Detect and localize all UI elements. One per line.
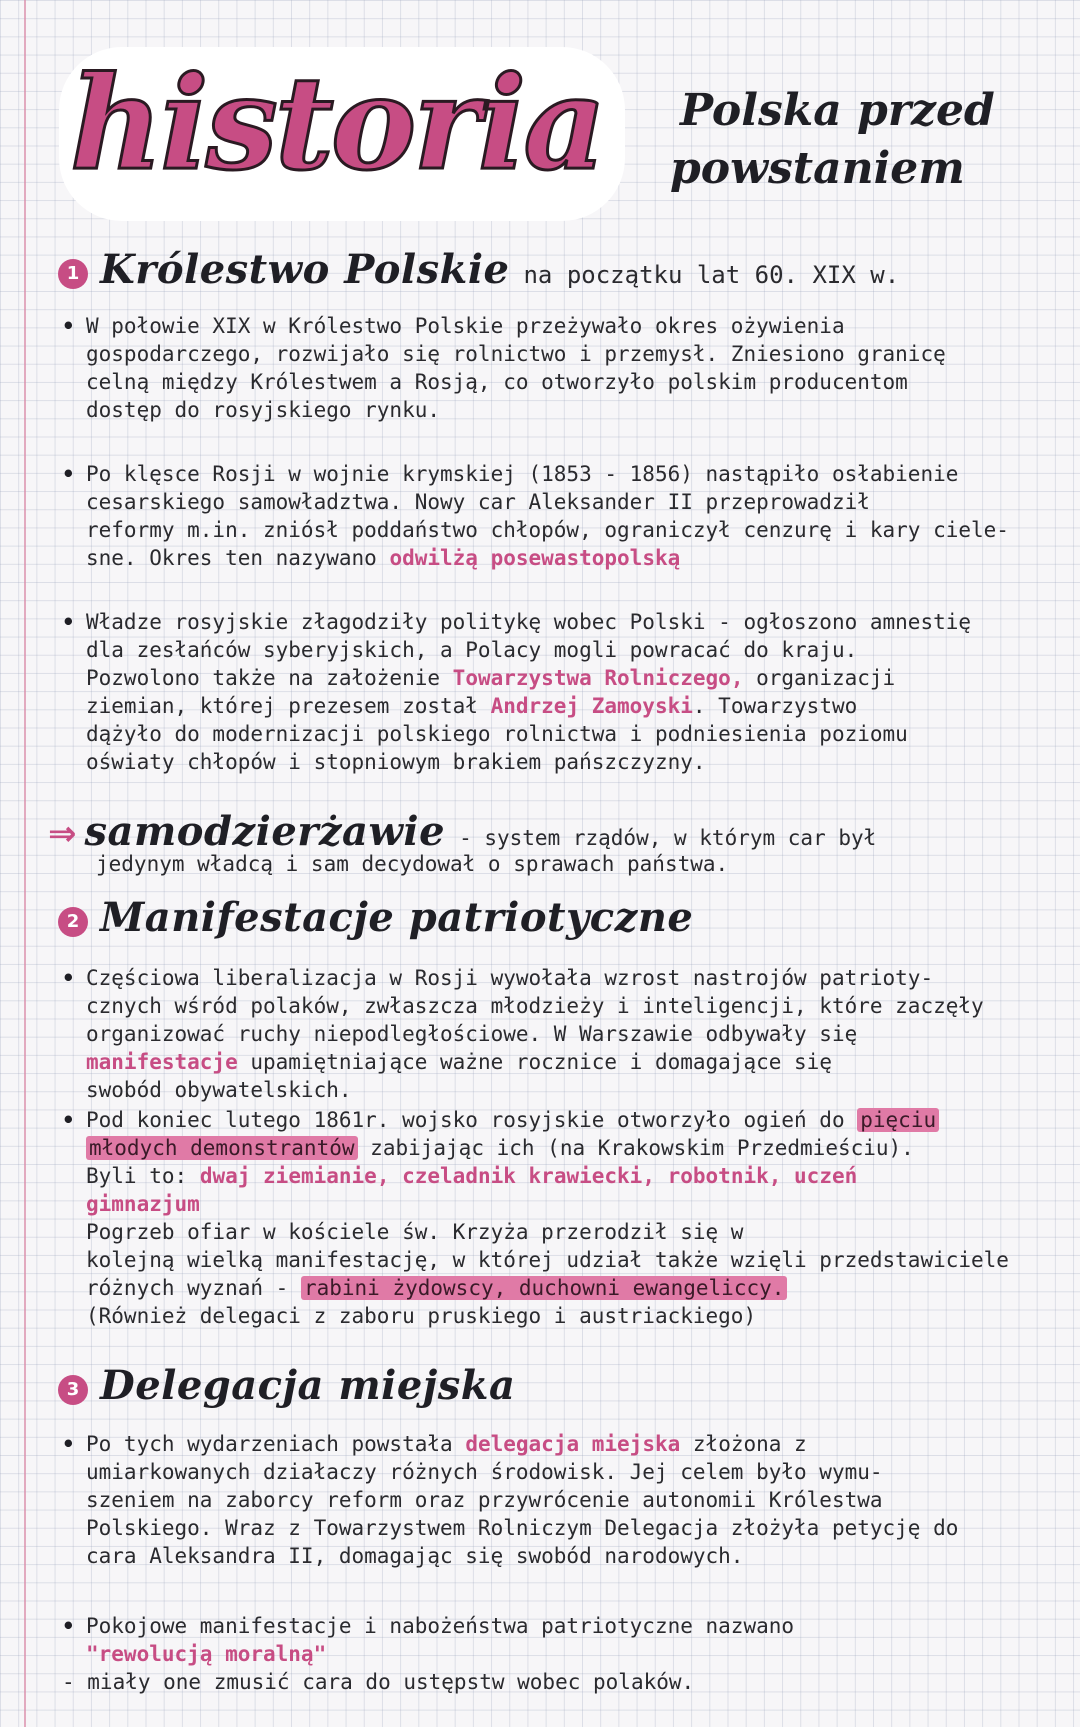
section-1-title: Królestwo Polskie <box>100 246 510 293</box>
s2-paragraph-2: • Pod koniec lutego 1861r. wojsko rosyjskie otworzyło ogień do pięciu młodych demonstrantów zabijając ich (na Krakowskim Przedmieściu). Byli to: dwaj ziemianie, czeladnik krawiecki, robotnik, uczeń gimnazjum Pogrzeb ofiar w kościele św. Krzyża przerodził się w kolejną wielką manifestację, w której udział także wzięli przedstawiciele różnych wyznań - rabini żydowscy, duchowni ewangeliccy. (Również delegaci z zaboru pruskiego i austriackiego) <box>62 1108 1009 1328</box>
section-3-heading <box>58 1362 515 1409</box>
highlight-demonstrantow: młodych demonstrantów <box>86 1136 358 1160</box>
subtitle-line-1: Polska przed <box>680 85 995 136</box>
section-1-heading <box>58 246 899 293</box>
term-odwilz: odwilżą posewastopolską <box>389 546 681 570</box>
definition-samodzierzawie <box>48 808 876 855</box>
s3-paragraph-2: • Pokojowe manifestacje i nabożeństwa patriotyczne nazwano "rewolucją moralną" - miały one zmusić cara do ustępstw wobec polaków. <box>62 1614 795 1694</box>
s3-paragraph-1: • Po tych wydarzeniach powstała delegacja miejska złożona z umiarkowanych działaczy różnych środowisk. Jej celem było wymu- szeniem na zaborcy reform oraz przywrócenie autonomii Królestwa Polskiego. Wraz z Towarzystwem Rolniczym Delegacja złożyła petycję do cara Aleksandra II, domagając się swobód narodowych. <box>62 1432 959 1568</box>
term-gimnazjum: gimnazjum <box>86 1192 200 1216</box>
arrow-right-icon: ⇒ <box>48 814 77 854</box>
page-subtitle <box>670 82 1060 198</box>
term-victims: dwaj ziemianie, czeladnik krawiecki, robotnik, uczeń <box>199 1164 858 1188</box>
term-zamoyski: Andrzej Zamoyski <box>490 694 693 718</box>
term-towarzystwo: Towarzystwa Rolniczego, <box>452 666 744 690</box>
term-manifestacje: manifestacje <box>86 1050 238 1074</box>
section-2-heading <box>58 894 693 941</box>
highlight-pieciu: pięciu <box>857 1108 939 1132</box>
definition-text-1: - system rządów, w którym car był <box>459 826 877 850</box>
subtitle-line-2: powstaniem <box>670 143 965 194</box>
term-delegacja: delegacja miejska <box>465 1432 681 1456</box>
bullet-icon: • <box>62 610 75 634</box>
section-1-subtitle: na początku lat 60. XIX w. <box>523 261 900 289</box>
section-number-3-icon: 3 <box>58 1375 88 1405</box>
bullet-icon: • <box>62 1432 75 1456</box>
term-rewolucja-moralna: "rewolucją moralną" <box>86 1642 327 1666</box>
definition-term: samodzierżawie <box>84 808 446 855</box>
definition-continuation: jedynym władcą i sam decydował o sprawach państwa. <box>96 852 729 876</box>
bullet-icon: • <box>62 1108 75 1132</box>
section-number-1-icon: 1 <box>58 259 88 289</box>
s1-paragraph-3: • Władze rosyjskie złagodziły politykę wobec Polski - ogłoszono amnestię dla zesłańców syberyjskich, a Polacy mogli powracać do kraju. Pozwolono także na założenie Towarzystwa Rolniczego, organizacji ziemian, której prezesem został Andrzej Zamoyski. Towarzystwo dążyło do modernizacji polskiego rolnictwa i podniesienia poziomu oświaty chłopów i stopniowym brakiem pańszczyzny. <box>62 610 972 774</box>
section-3-title: Delegacja miejska <box>100 1362 516 1409</box>
section-2-title: Manifestacje patriotyczne <box>100 894 694 941</box>
highlight-rabini: rabini żydowscy, duchowni ewangeliccy. <box>301 1276 787 1300</box>
bullet-icon: • <box>62 462 75 486</box>
bullet-icon: • <box>62 314 75 338</box>
s1-paragraph-2: • Po klęsce Rosji w wojnie krymskiej (1853 - 1856) nastąpiło osłabienie cesarskiego samowładztwa. Nowy car Aleksander II przeprowadził reformy m.in. zniósł poddaństwo chłopów, ograniczył cenzurę i kary ciele- sne. Okres ten nazywano odwilżą posewastopolską <box>62 462 1009 570</box>
s2-paragraph-1: • Częściowa liberalizacja w Rosji wywołała wzrost nastrojów patrioty- cznych wśród polaków, zwłaszcza młodzieży i inteligencji, które zaczęły organizować ruchy niepodległościowe. W Warszawie odbywały się manifestacje upamiętniające ważne rocznice i domagające się swobód obywatelskich. <box>62 966 984 1102</box>
bullet-icon: • <box>62 966 75 990</box>
section-number-2-icon: 2 <box>58 907 88 937</box>
s1-paragraph-1: • W połowie XIX w Królestwo Polskie przeżywało okres ożywienia gospodarczego, rozwijało się rolnictwo i przemysł. Zniesiono granicę celną między Królestwem a Rosją, co otworzyło polskim producentom dostęp do rosyjskiego rynku. <box>62 314 946 422</box>
bullet-icon: • <box>62 1614 75 1638</box>
page-title: historia <box>70 49 604 199</box>
